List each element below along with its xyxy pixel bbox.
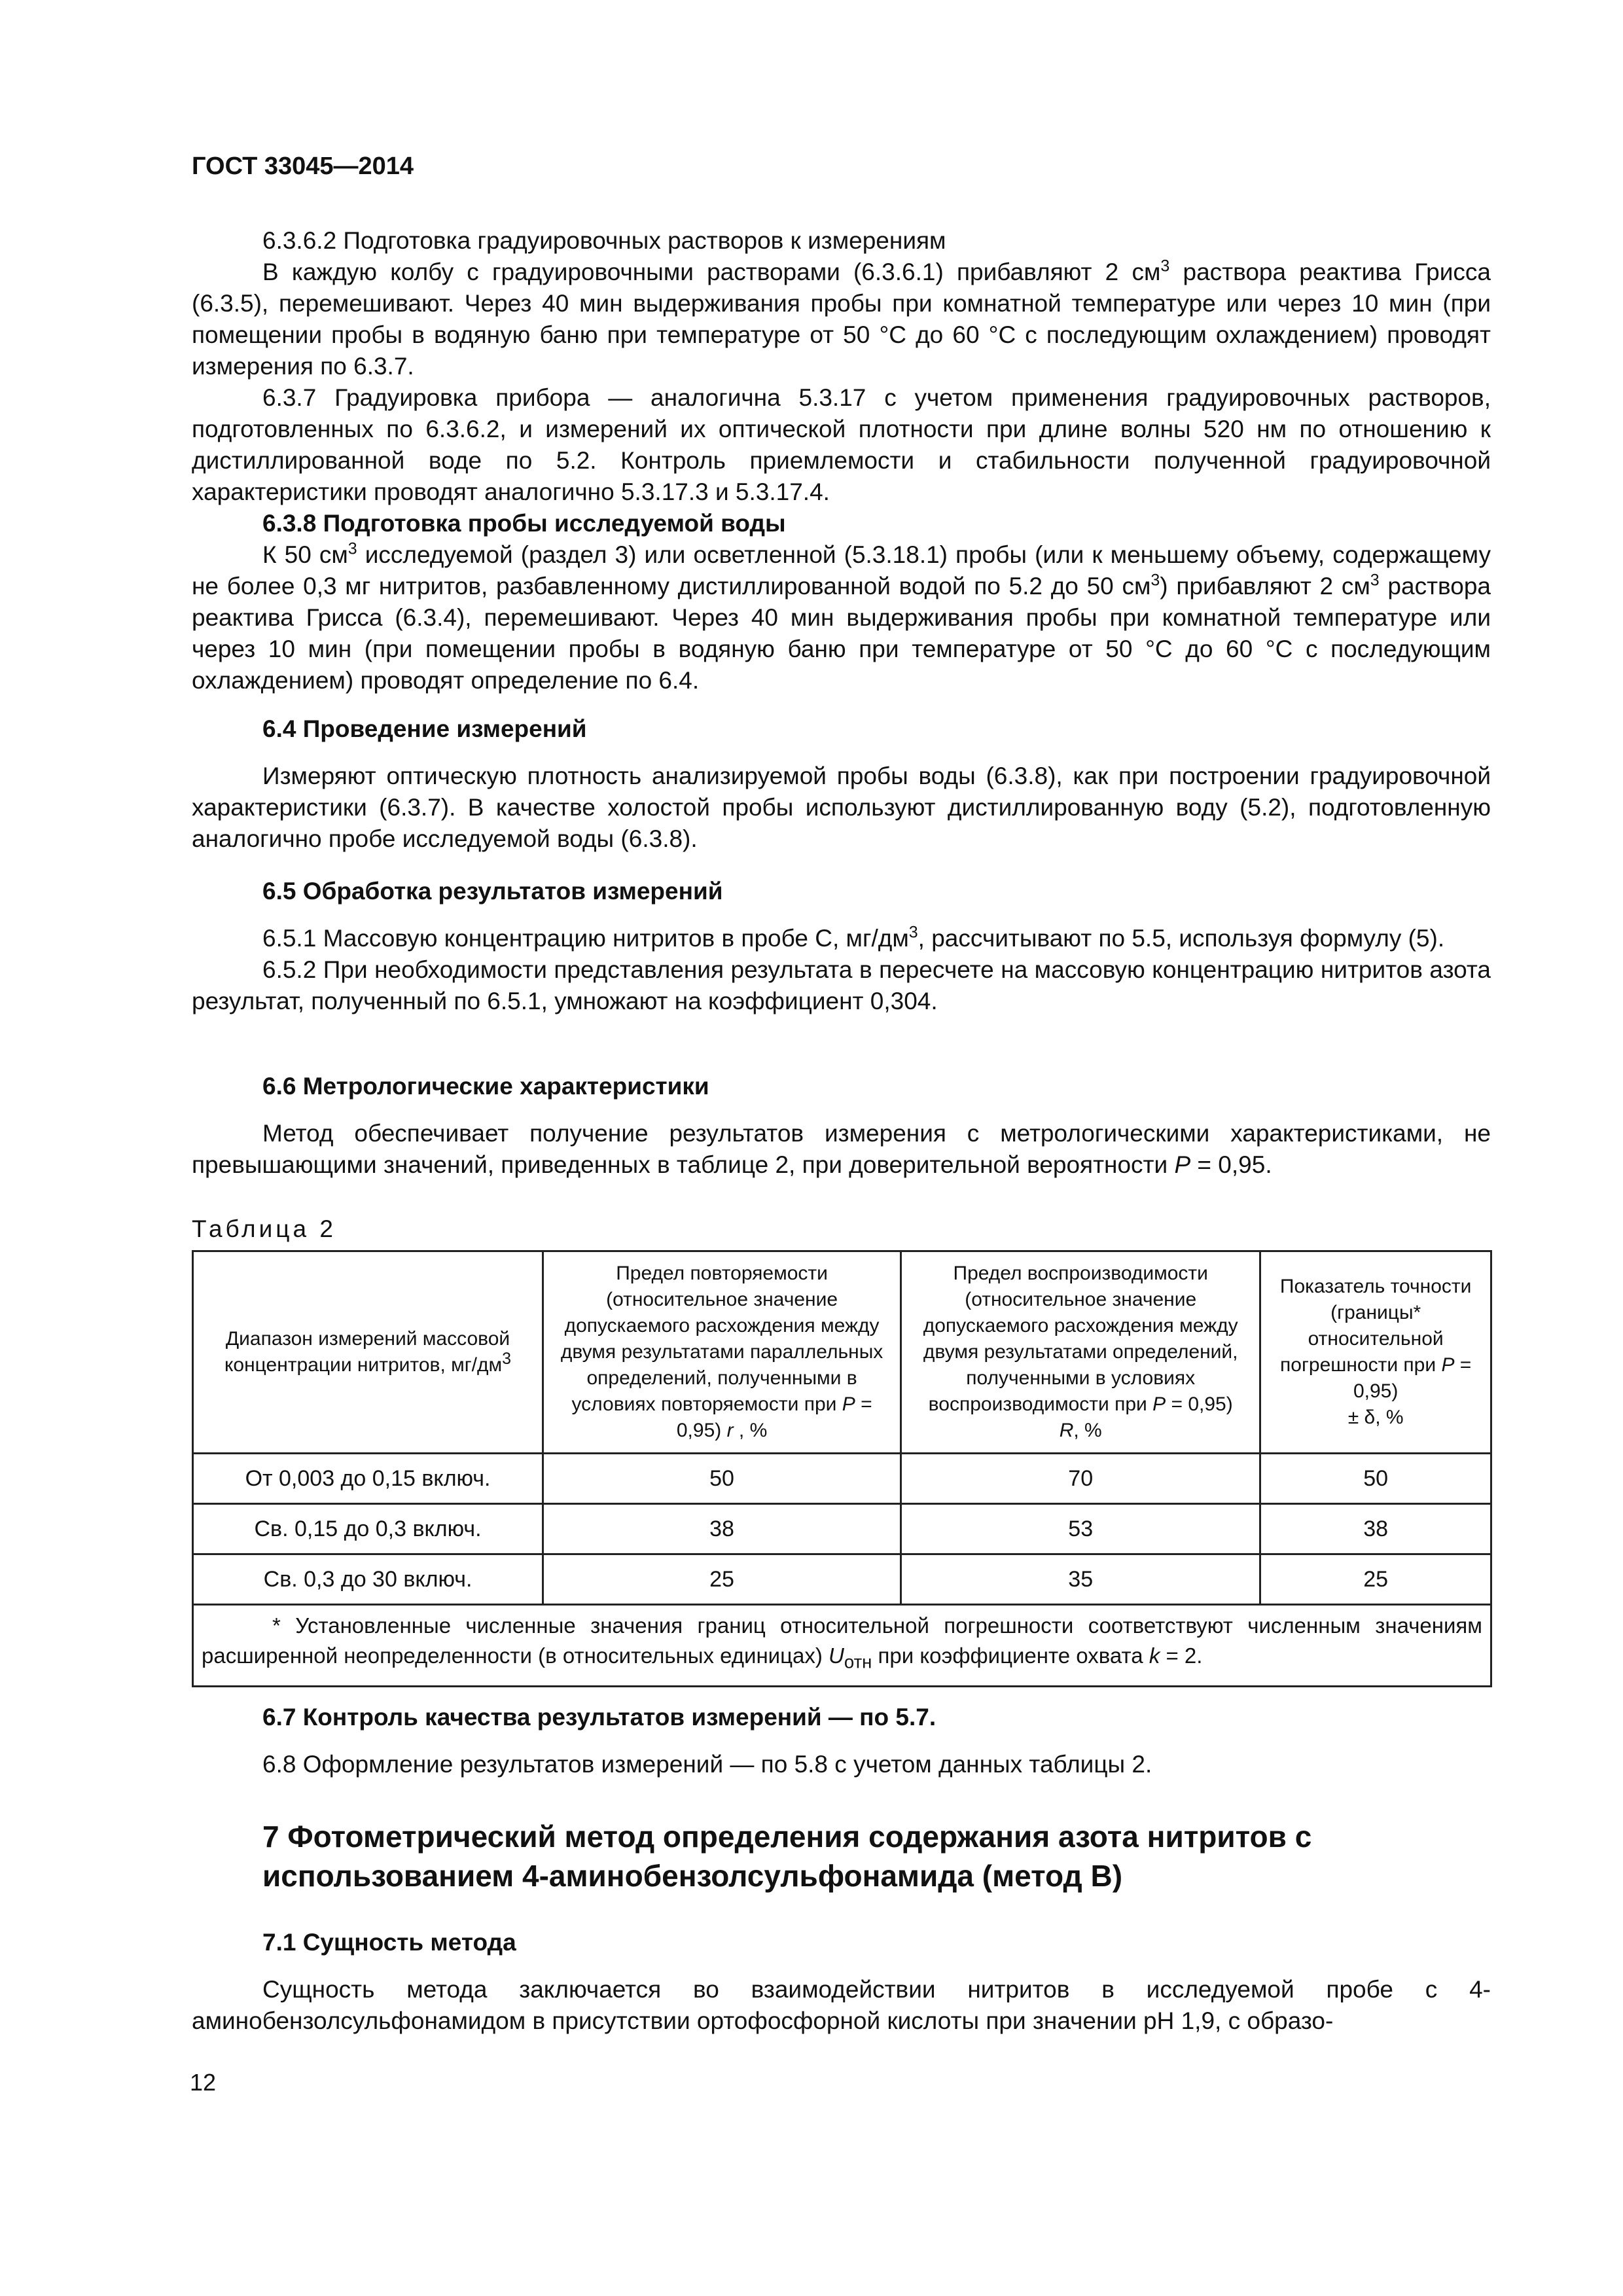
table-footnote: * Установленные численные значения границ относительной погрешности соответствуют численным значениям расширенной неопределенности (в относительных единицах) $U_{отн}$ при коэффициенте охвата k = 2. [193,1605,1491,1687]
cell-range: Св. 0,3 до 30 включ. [193,1554,543,1605]
paragraph-6-4: Измеряют оптическую плотность анализируемой пробы воды (6.3.8), как при построении градуировочной характеристики (6.3.7). В качестве холостой пробы используют дистиллированную воду (5.2), подготовленную аналогично пробе исследуемой воды (6.3.8). [192,762,1491,852]
header-accuracy: Показатель точности (границы* относительной погрешности при P = 0,95) ± δ, % [1260,1251,1491,1454]
table-row [193,1554,1491,1605]
paragraph-6-6: Метод обеспечивает получение результатов измерения с метрологическими характеристиками, не превышающими значений, приведенных в таблице 2, при доверительной вероятности P = 0,95. [192,1120,1491,1178]
cell-reproducibility: 35 [901,1554,1260,1605]
table-header-row [193,1251,1491,1454]
heading-6-6: 6.6 Метрологические характеристики [262,1073,709,1100]
cell-repeatability: 25 [543,1554,901,1605]
paragraph-6-3-7: 6.3.7 Градуировка прибора — аналогична 5.3.17 с учетом применения градуировочных растворов, подготовленных по 6.3.6.2, и измерений их оптической плотности при длине волны 520 нм по отношению к дистиллированной воде по 5.2. Контроль приемлемости и стабильности полученной градуировочной характеристики проводят аналогично 5.3.17.3 и 5.3.17.4. [192,384,1491,505]
section-6-8 [192,1749,1491,1780]
heading-6-4: 6.4 Проведение измерений [262,715,587,742]
cell-accuracy: 38 [1260,1504,1491,1554]
table-caption: Таблица 2 [192,1215,336,1242]
text-block-6-3 [192,225,1491,696]
cell-accuracy: 50 [1260,1454,1491,1504]
cell-reproducibility: 70 [901,1454,1260,1504]
paragraph-6-3-8: К 50 $см^3$ исследуемой (раздел 3) или осветленной (5.3.18.1) пробы (или к меньшему объему, содержащему не более 0,3 мг нитритов, разбавленному дистиллированной водой по 5.2 до 50 $см^3$) прибавляют 2 $см^3$ раствора реактива Грисса (6.3.4), перемешивают. Через 40 мин выдерживания пробы при комнатной температуре или через 10 мин (при помещении пробы в водяную баню при температуре от 50 °С до 60 °С с последующим охлаждением) проводят определение по 6.4. [192,539,1491,694]
metrology-table [192,1250,1492,1687]
cell-repeatability: 38 [543,1504,901,1554]
paragraph-7-1: Сущность метода заключается во взаимодействии нитритов в исследуемой пробе с 4-аминобензолсульфонамидом в присутствии ортофосфорной кислоты при значении рН 1,9, с образо- [192,1976,1491,2034]
section-6-6 [192,1071,1491,1181]
section-7-1 [192,1927,1491,2037]
paragraph-6-5-2: 6.5.2 При необходимости представления результата в пересчете на массовую концентрацию нитритов азота результат, полученный по 6.5.1, умножают на коэффициент 0,304. [192,956,1491,1014]
cell-reproducibility: 53 [901,1504,1260,1554]
cell-range: Св. 0,15 до 0,3 включ. [193,1504,543,1554]
table-row [193,1454,1491,1504]
document-header: ГОСТ 33045—2014 [192,152,414,180]
header-reproducibility: Предел воспроизводимости (относительное значение допускаемого расхождения между двумя результатами определений, полученными в условиях воспроизводимости при P = 0,95) R, % [901,1251,1260,1454]
cell-accuracy: 25 [1260,1554,1491,1605]
page-number: 12 [190,2069,217,2096]
section-6-4 [192,713,1491,855]
section-6-7 [192,1702,1491,1733]
section-7-heading: 7 Фотометрический метод определения содержания азота нитритов с использованием 4-аминобензолсульфонамида (метод В) [262,1820,1312,1893]
heading-6-5: 6.5 Обработка результатов измерений [262,878,723,905]
paragraph-6-5-1: 6.5.1 Массовую концентрацию нитритов в пробе С, $мг/дм^3$, рассчитывают по 5.5, используя формулу (5). [262,923,1445,952]
paragraph-colb: В каждую колбу с градуировочными растворами (6.3.6.1) прибавляют 2 $см^3$ раствора реактива Грисса (6.3.5), перемешивают. Через 40 мин выдерживания пробы при комнатной температуре или через 10 мин (при помещении пробы в водяную баню при температуре от 50 °С до 60 °С с последующим охлаждением) проводят измерения по 6.3.7. [192,257,1491,380]
heading-6-3-8: 6.3.8 Подготовка пробы исследуемой воды [262,510,786,537]
paragraph-6-8: 6.8 Оформление результатов измерений — по 5.8 с учетом данных таблицы 2. [262,1751,1152,1778]
section-6-5 [192,876,1491,1017]
table-note-row [193,1605,1491,1687]
heading-7-1: 7.1 Сущность метода [262,1929,516,1956]
cell-range: От 0,003 до 0,15 включ. [193,1454,543,1504]
heading-6-7: 6.7 Контроль качества результатов измерений — по 5.7. [262,1704,936,1731]
header-repeatability: Предел повторяемости (относительное значение допускаемого расхождения между двумя результатами параллельных определений, полученными в условиях повторяемости при P = 0,95) r , % [543,1251,901,1454]
cell-repeatability: 50 [543,1454,901,1504]
header-range: Диапазон измерений массовой концентрации нитритов, $мг/дм^3$ [193,1251,543,1454]
paragraph-6-3-6-2: 6.3.6.2 Подготовка градуировочных растворов к измерениям [262,227,946,254]
table-row [193,1504,1491,1554]
